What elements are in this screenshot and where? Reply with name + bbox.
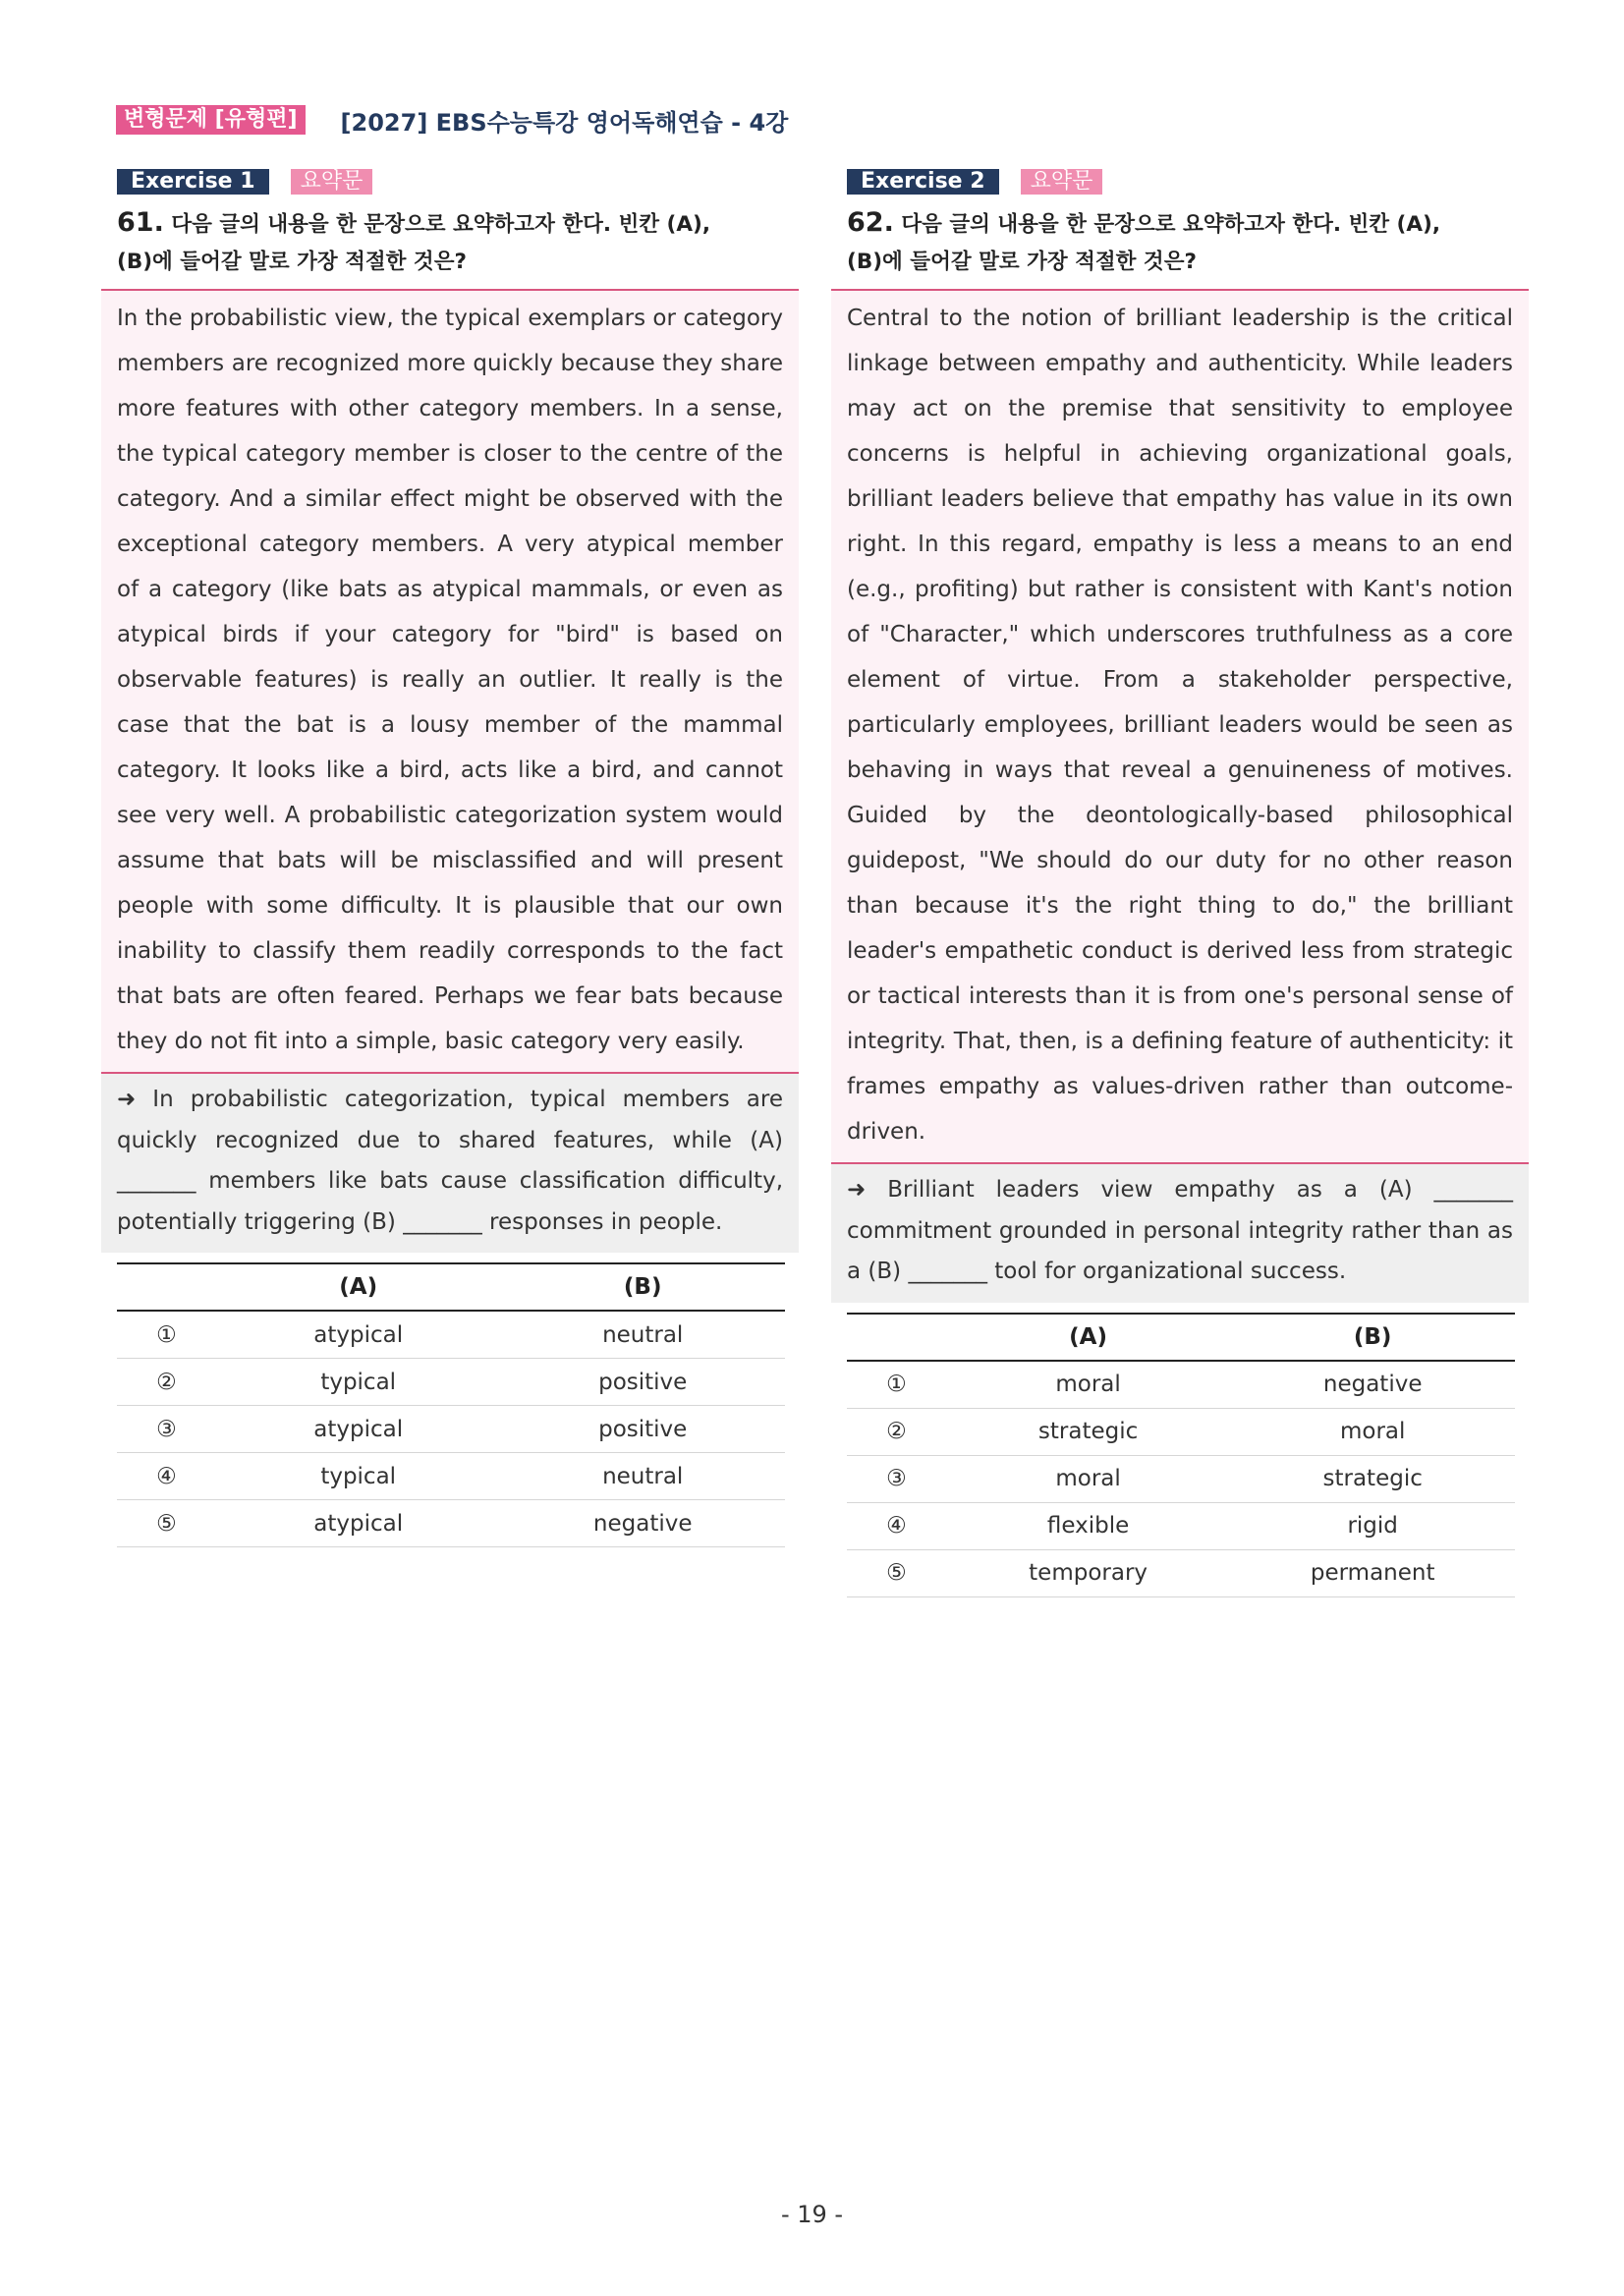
column-header-b: (B) [500, 1263, 785, 1311]
choice-row[interactable] [117, 1311, 785, 1359]
question-text-line2: (B)에 들어갈 말로 가장 적절한 것은? [847, 250, 1197, 274]
choice-a: atypical [216, 1500, 500, 1547]
choice-a: typical [216, 1359, 500, 1406]
question-prompt [847, 204, 1529, 281]
choice-a: moral [946, 1361, 1231, 1409]
exercise-1 [101, 169, 799, 1547]
question-text-line1: 다음 글의 내용을 한 문장으로 요약하고자 한다. 빈칸 (A), [901, 212, 1441, 237]
choice-row[interactable] [847, 1502, 1515, 1549]
choice-a: atypical [216, 1311, 500, 1359]
choice-a: typical [216, 1453, 500, 1500]
choice-row[interactable] [117, 1500, 785, 1547]
choice-number: ② [847, 1408, 946, 1455]
summary-sentence: ➜ In probabilistic categorization, typical members are quickly recognized due to shared features, while (A) _______ members like bats cause classification difficulty, potentially triggering (B) _______ responses in people. [101, 1072, 799, 1253]
choice-number: ② [117, 1359, 216, 1406]
choice-row[interactable] [117, 1453, 785, 1500]
choice-b: negative [500, 1500, 785, 1547]
question-number: 61. [117, 207, 164, 238]
choice-number: ③ [847, 1455, 946, 1502]
choice-row[interactable] [117, 1359, 785, 1406]
choice-row[interactable] [847, 1455, 1515, 1502]
page-header [116, 103, 788, 137]
column-header-a: (A) [216, 1263, 500, 1311]
question-text-line1: 다음 글의 내용을 한 문장으로 요약하고자 한다. 빈칸 (A), [171, 212, 711, 237]
question-prompt [117, 204, 799, 281]
choice-a: flexible [946, 1502, 1231, 1549]
exercise-label: Exercise 1 [117, 169, 269, 195]
answer-choices-table [847, 1313, 1515, 1597]
choice-b: neutral [500, 1453, 785, 1500]
choice-row[interactable] [847, 1408, 1515, 1455]
choice-a: temporary [946, 1549, 1231, 1596]
choice-a: strategic [946, 1408, 1231, 1455]
choice-b: rigid [1230, 1502, 1515, 1549]
page-title: [2027] EBS수능특강 영어독해연습 - 4강 [340, 108, 789, 137]
choice-b: strategic [1230, 1455, 1515, 1502]
question-type-tag: 요약문 [291, 169, 373, 195]
choice-number: ④ [117, 1453, 216, 1500]
question-type-tag: 요약문 [1021, 169, 1103, 195]
choice-row[interactable] [847, 1361, 1515, 1409]
column-header-a: (A) [946, 1314, 1231, 1361]
choice-number: ③ [117, 1406, 216, 1453]
answer-choices-table [117, 1262, 785, 1547]
question-text-line2: (B)에 들어갈 말로 가장 적절한 것은? [117, 250, 467, 274]
summary-sentence: ➜ Brilliant leaders view empathy as a (A) _______ commitment grounded in personal integrity rather than as a (B) _______ tool for organizational success. [831, 1162, 1529, 1303]
reading-passage: Central to the notion of brilliant leadership is the critical linkage between empathy and authenticity. While leaders may act on the premise that sensitivity to employee concerns is helpful in achieving organizational goals, brilliant leaders believe that empathy has value in its own right. In this regard, empathy is less a means to an end (e.g., profiting) but rather is consistent with Kant's notion of "Character," which underscores truthfulness as a core element of virtue. From a stakeholder perspective, particularly employees, brilliant leaders would be seen as behaving in ways that reveal a genuineness of motives. Guided by the deontologically-based philosophical guidepost, "We should do our duty for no other reason than because it's the right thing to do," the brilliant leader's empathetic conduct is derived less from strategic or tactical interests than it is from one's personal sense of integrity. That, then, is a defining feature of authenticity: it frames empathy as values-driven rather than outcome-driven. [831, 291, 1529, 1162]
choice-a: moral [946, 1455, 1231, 1502]
variant-badge: 변형문제 [유형편] [116, 105, 306, 135]
choice-number: ① [847, 1361, 946, 1409]
choice-b: neutral [500, 1311, 785, 1359]
question-number: 62. [847, 207, 894, 238]
exercise-label: Exercise 2 [847, 169, 999, 195]
exercise-2 [831, 169, 1529, 1597]
choice-row[interactable] [117, 1406, 785, 1453]
page-number: - 19 - [780, 2201, 844, 2228]
choice-row[interactable] [847, 1549, 1515, 1596]
choice-number: ⑤ [117, 1500, 216, 1547]
choice-number: ⑤ [847, 1549, 946, 1596]
reading-passage: In the probabilistic view, the typical exemplars or category members are recognized more quickly because they share more features with other category members. In a sense, the typical category member is closer to the centre of the category. And a similar effect might be observed with the exceptional category members. A very atypical member of a category (like bats as atypical mammals, or even as atypical birds if your category for "bird" is based on observable features) is really an outlier. It really is the case that the bat is a lousy member of the mammal category. It looks like a bird, acts like a bird, and cannot see very well. A probabilistic categorization system would assume that bats will be misclassified and will present people with some difficulty. It is plausible that our own inability to classify them readily corresponds to the fact that bats are often feared. Perhaps we fear bats because they do not fit into a simple, basic category very easily. [101, 291, 799, 1072]
choice-b: negative [1230, 1361, 1515, 1409]
column-header-b: (B) [1230, 1314, 1515, 1361]
choice-number: ④ [847, 1502, 946, 1549]
choice-number: ① [117, 1311, 216, 1359]
choice-b: positive [500, 1359, 785, 1406]
choice-b: permanent [1230, 1549, 1515, 1596]
choice-a: atypical [216, 1406, 500, 1453]
choice-b: positive [500, 1406, 785, 1453]
exercise-tags [847, 169, 1529, 195]
choice-b: moral [1230, 1408, 1515, 1455]
exercise-tags [117, 169, 799, 195]
